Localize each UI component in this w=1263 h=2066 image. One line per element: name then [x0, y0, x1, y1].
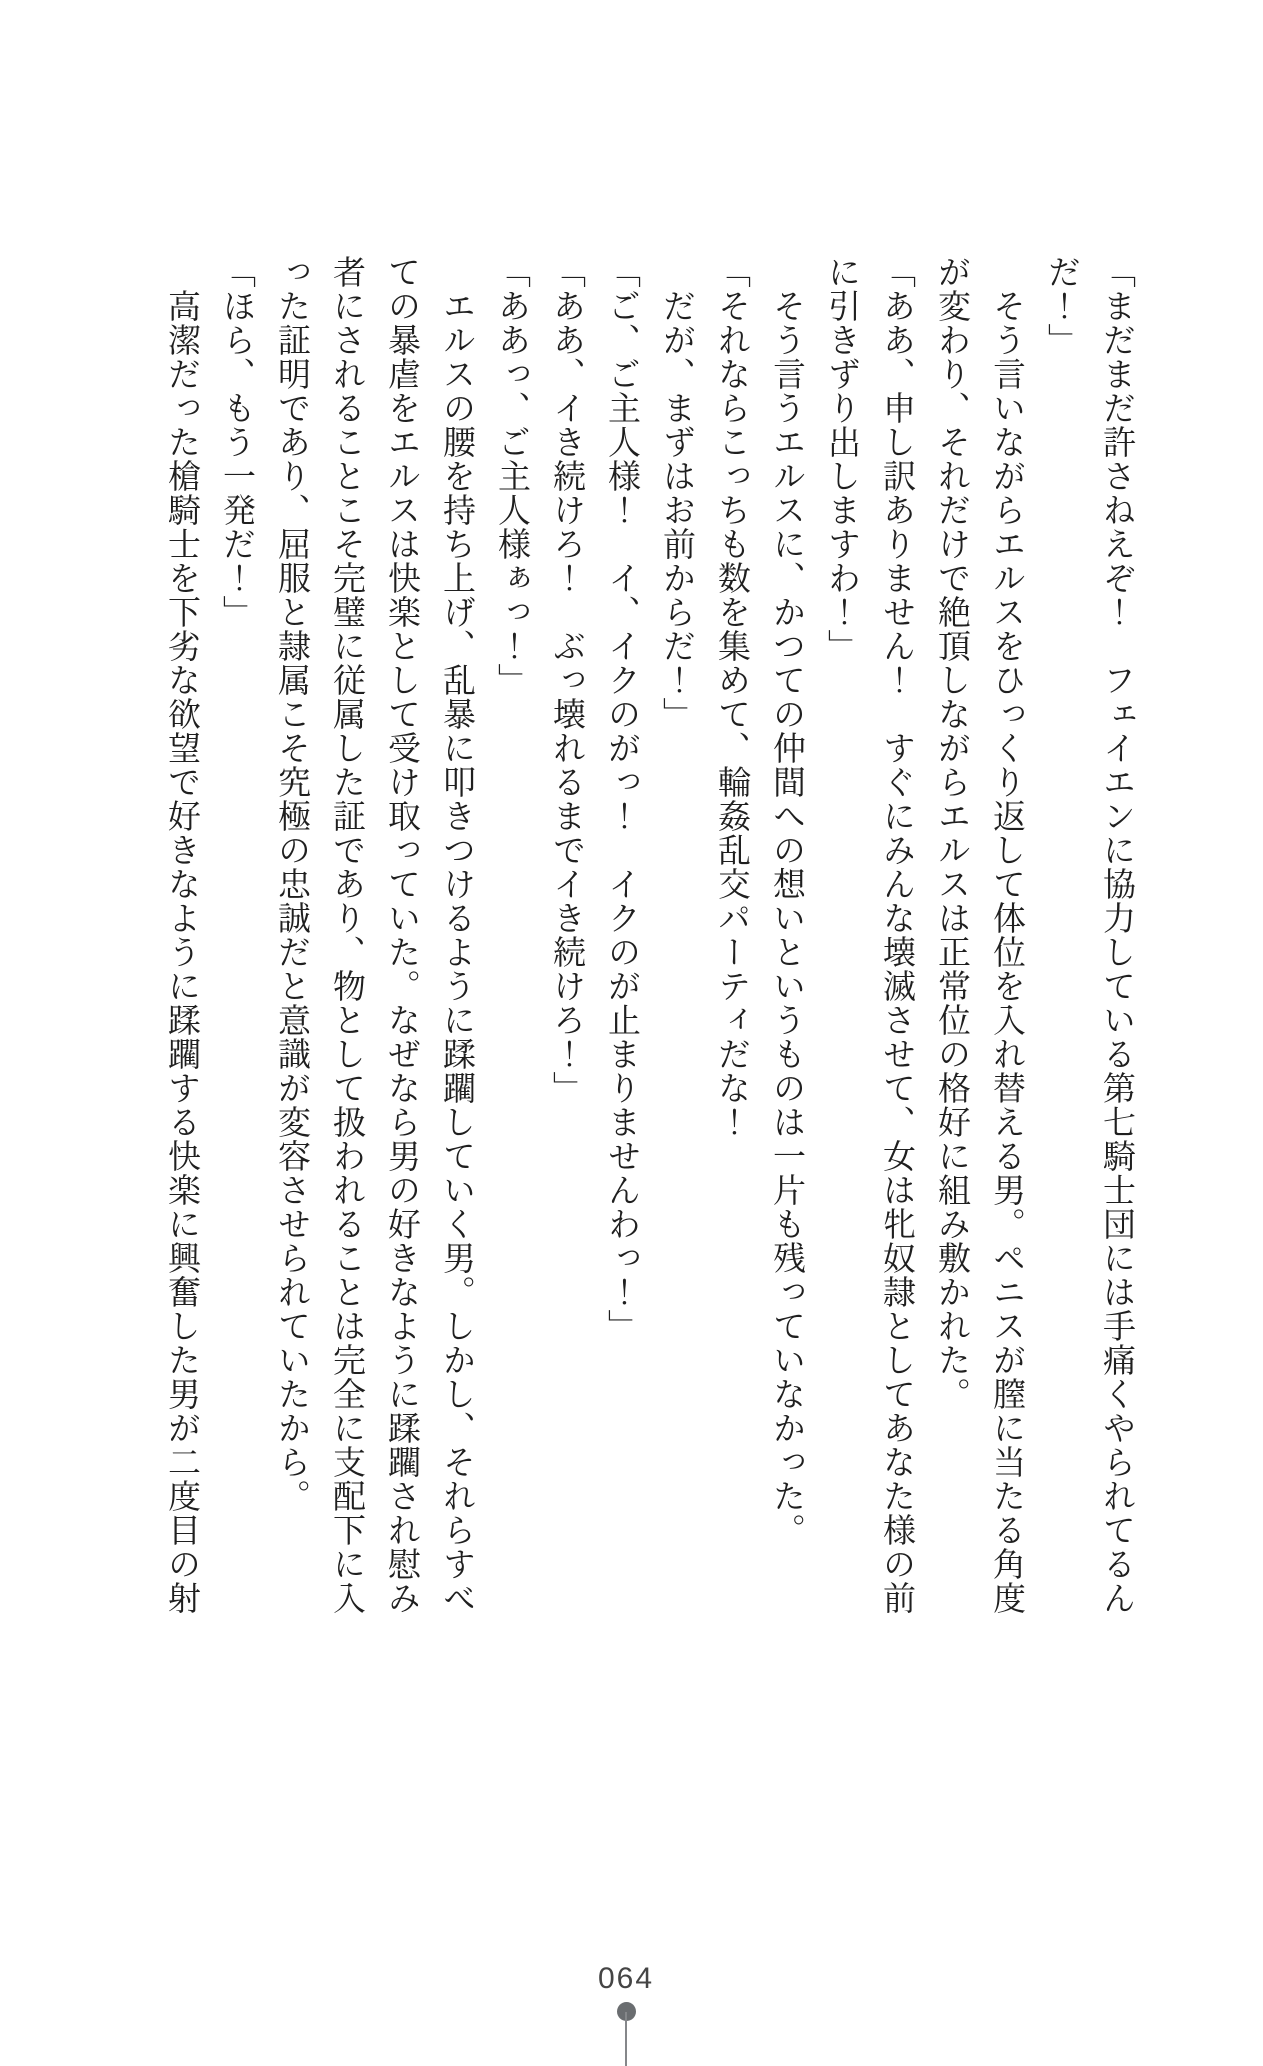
text-line: 「ああっ、ご主人様ぁっ！」 [493, 255, 529, 697]
text-line: 「ああ、イき続けろ！ ぶっ壊れるまでイき続けろ！」 [548, 255, 584, 1105]
text-line: そう言いながらエルスをひっくり返して体位を入れ替える男。ペニスが膣に当たる角度 [988, 255, 1024, 1615]
text-line: そう言うエルスに、かつての仲間への想いというものは一片も残っていなかった。 [768, 255, 804, 1547]
text-line: 「ほら、もう一発だ！」 [218, 255, 254, 629]
text-line: 「ご、ご主人様！ イ、イクのがっ！ イクのが止まりませんわっ！」 [603, 255, 639, 1343]
text-line: だ！」 [1043, 255, 1079, 357]
text-line: だが、まずはお前からだ！」 [658, 255, 694, 731]
footer-rule [625, 2012, 627, 2066]
text-line: 者にされることこそ完璧に従属した証であり、物として扱われることは完全に支配下に入 [328, 255, 364, 1615]
text-line: った証明であり、屈服と隷属こそ究極の忠誠だと意識が変容させられていたから。 [273, 255, 309, 1513]
text-line: に引きずり出しますわ！」 [823, 255, 859, 663]
text-line: エルスの腰を持ち上げ、乱暴に叩きつけるように蹂躙していく男。しかし、それらすべ [438, 255, 474, 1615]
body-text [153, 255, 1143, 1655]
text-line: 「まだまだ許さねえぞ！ フェイエンに協力している第七騎士団には手痛くやられてるん [1098, 255, 1134, 1615]
text-line: 高潔だった槍騎士を下劣な欲望で好きなように蹂躙する快楽に興奮した男が二度目の射 [163, 255, 199, 1615]
text-line: 「ああ、申し訳ありません！ すぐにみんな壊滅させて、女は牝奴隷としてあなた様の前 [878, 255, 914, 1615]
text-line: ての暴虐をエルスは快楽として受け取っていた。なぜなら男の好きなように蹂躙され慰み [383, 255, 419, 1615]
page-number: 064 [597, 1962, 655, 1995]
text-line: が変わり、それだけで絶頂しながらエルスは正常位の格好に組み敷かれた。 [933, 255, 969, 1411]
text-line: 「それならこっちも数を集めて、輪姦乱交パーティだな！ [713, 255, 749, 1139]
